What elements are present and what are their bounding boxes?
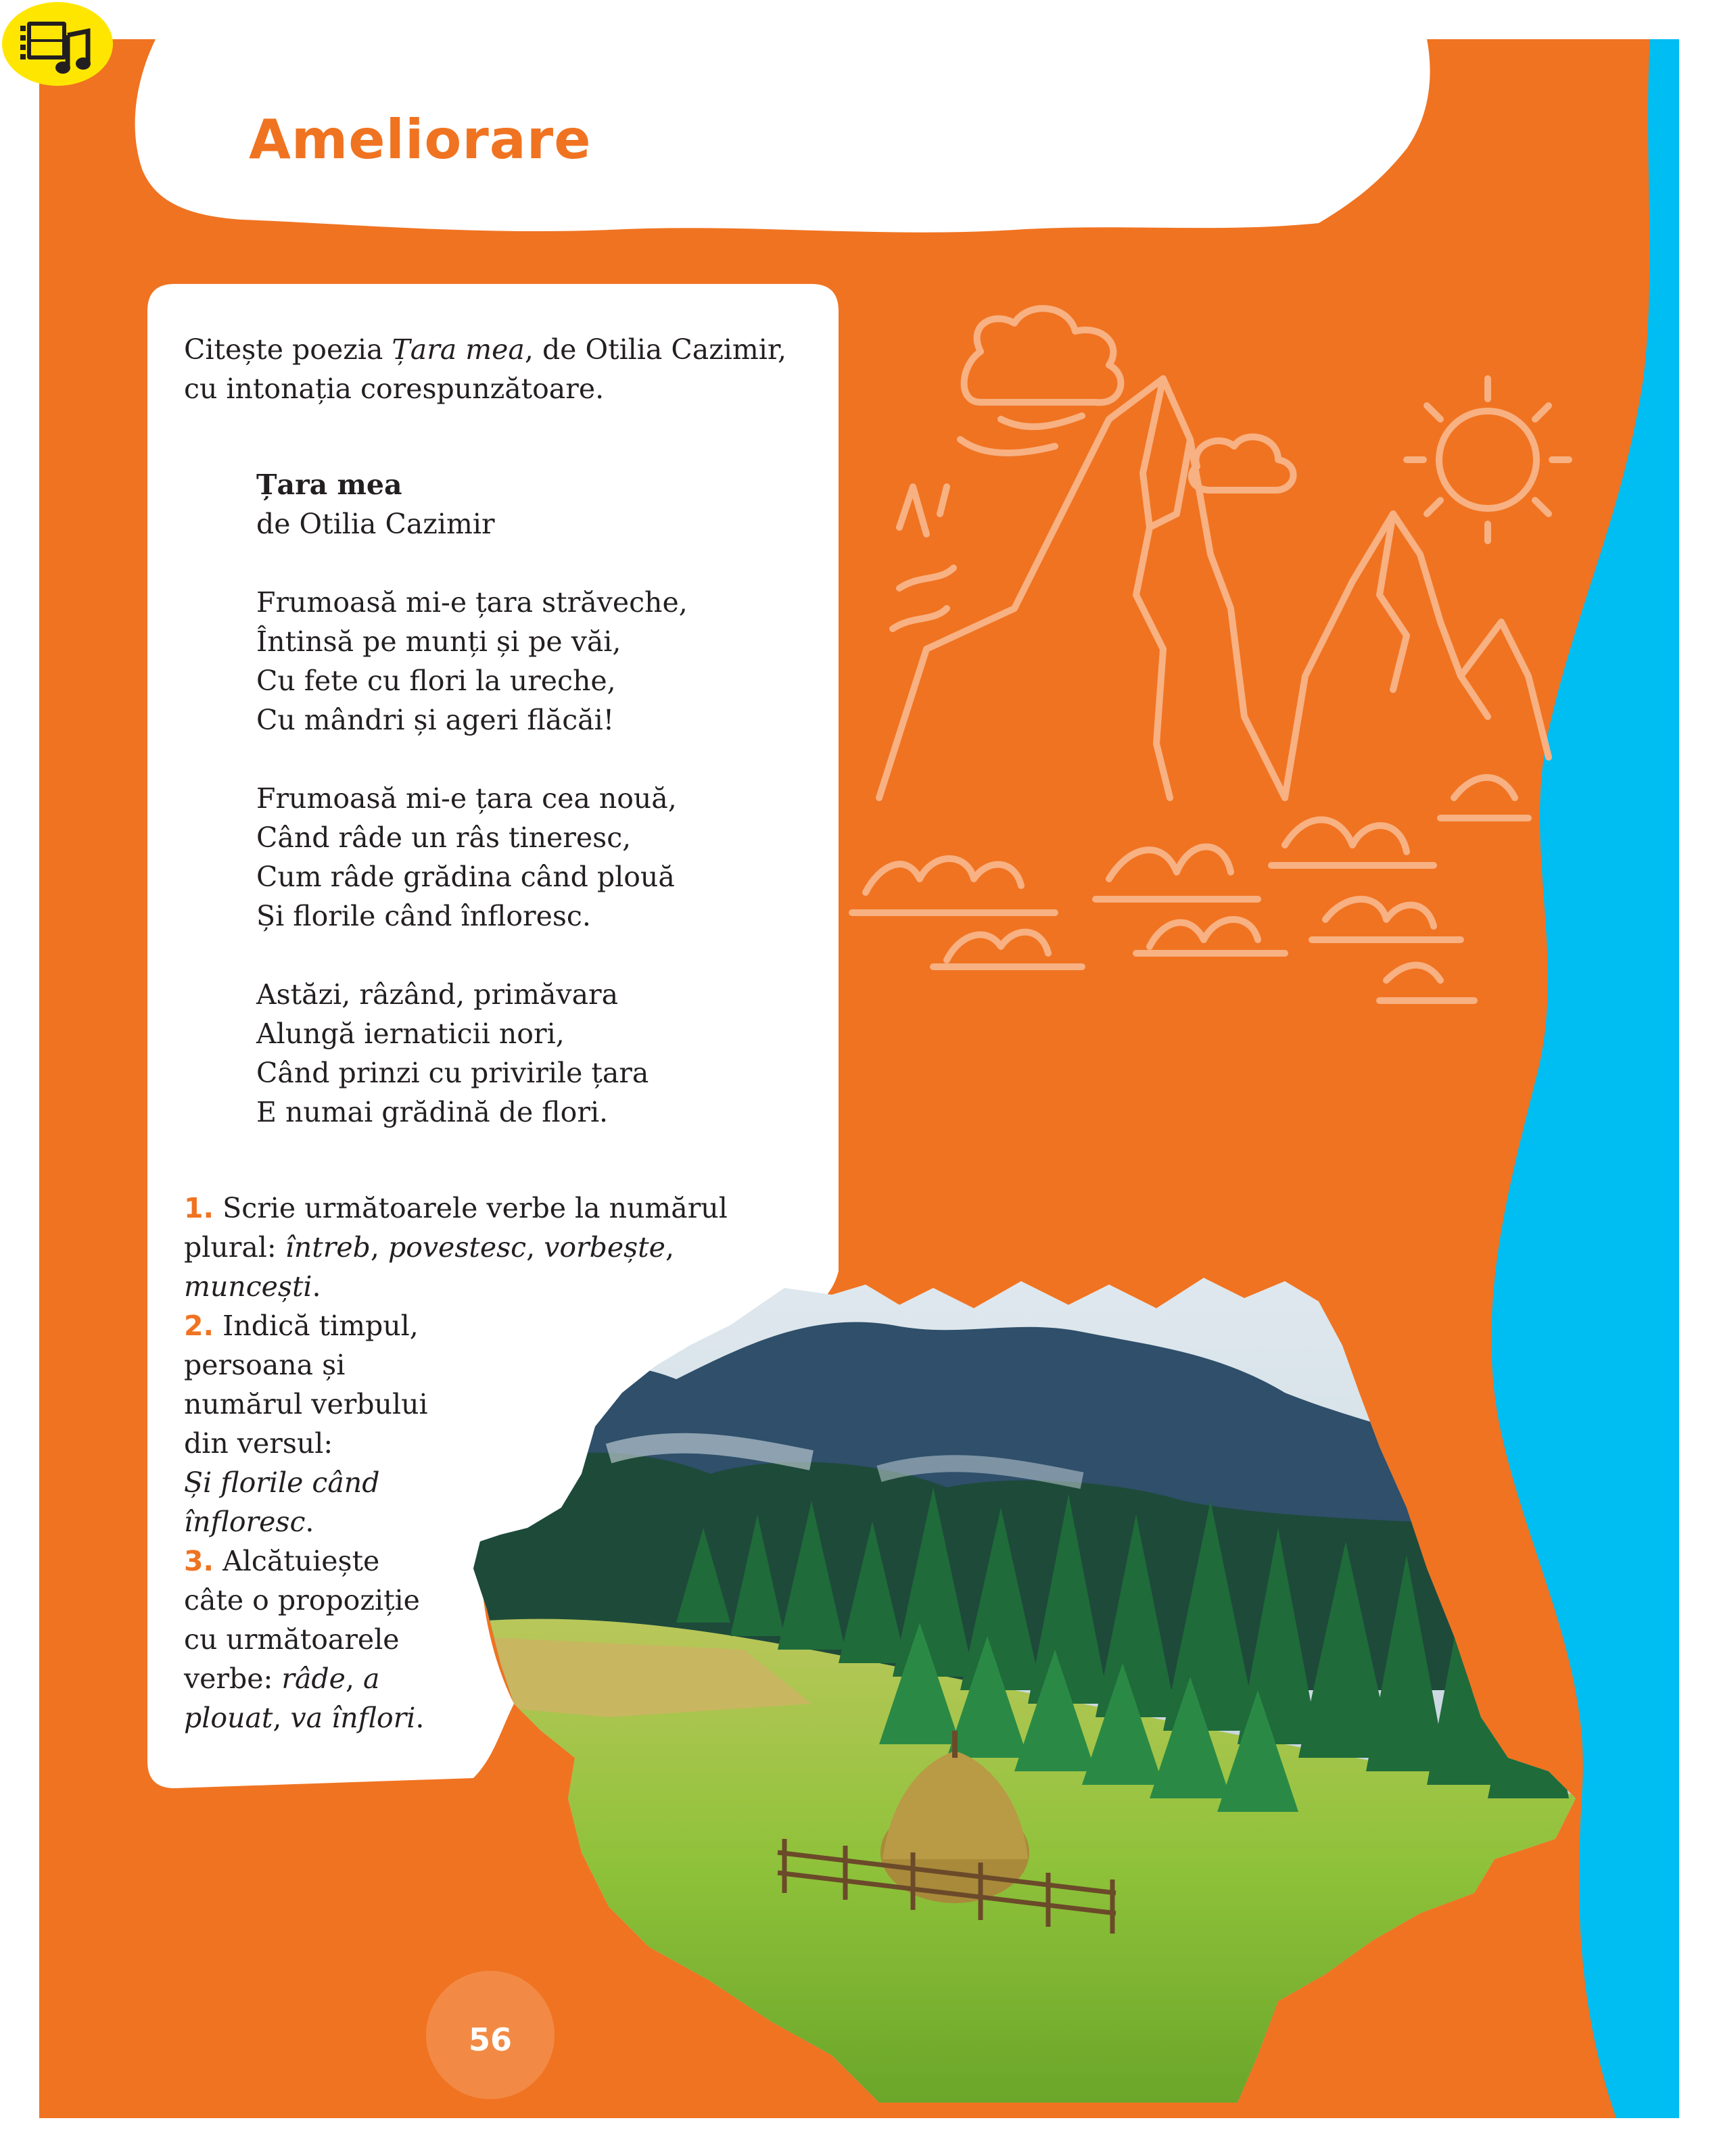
exercise-list [184, 1189, 820, 1738]
verse-line: Frumoasă mi-e țara cea nouă, [256, 782, 677, 815]
exercise-2: 2. Indică timpul, persoana și numărul verbului din versul: Și florile când înfloresc. [184, 1310, 428, 1538]
lesson-content [184, 330, 820, 1738]
verse-line: Cum râde grădina când plouă [256, 861, 675, 893]
verse-line: Când râde un râs tineresc, [256, 821, 632, 854]
verse-line: Și florile când înfloresc. [256, 900, 591, 932]
poem-title: Țara mea [256, 469, 402, 501]
verse-line: Alungă iernaticii nori, [256, 1017, 565, 1050]
verse-line: Astăzi, râzând, primăvara [256, 978, 619, 1011]
intro-line-2: cu intonația corespunzătoare. [184, 373, 605, 405]
verse-line: Frumoasă mi-e țara străveche, [256, 586, 688, 619]
section-title: Ameliorare [249, 108, 592, 171]
exercise-number: 3. [184, 1545, 214, 1577]
poem-author: de Otilia Cazimir [256, 508, 495, 540]
page-number: 56 [468, 2021, 512, 2058]
stanza [256, 779, 820, 936]
film-music-icon[interactable] [0, 0, 115, 88]
exercise-3: 3. Alcătuiește câte o propoziție cu următoarele verbe: râde, a plouat, va înflori. [184, 1545, 425, 1734]
verse-line: E numai grădină de flori. [256, 1096, 609, 1128]
stanza [256, 975, 820, 1132]
stanza [256, 583, 820, 740]
intro-line-1: Citește poezia Țara mea, de Otilia Cazimir, [184, 333, 787, 366]
poem [256, 465, 820, 1132]
verse-line: Cu mândri și ageri flăcăi! [256, 704, 615, 736]
verse-line: Întinsă pe munți și pe văi, [256, 625, 621, 658]
verse-line: Când prinzi cu privirile țara [256, 1057, 649, 1089]
exercise-number: 1. [184, 1192, 214, 1224]
exercise-1: 1. Scrie următoarele verbe la numărul plural: întreb, povestesc, vorbește, muncești. [184, 1192, 728, 1303]
exercise-number: 2. [184, 1310, 214, 1342]
verse-line: Cu fete cu flori la ureche, [256, 665, 616, 697]
